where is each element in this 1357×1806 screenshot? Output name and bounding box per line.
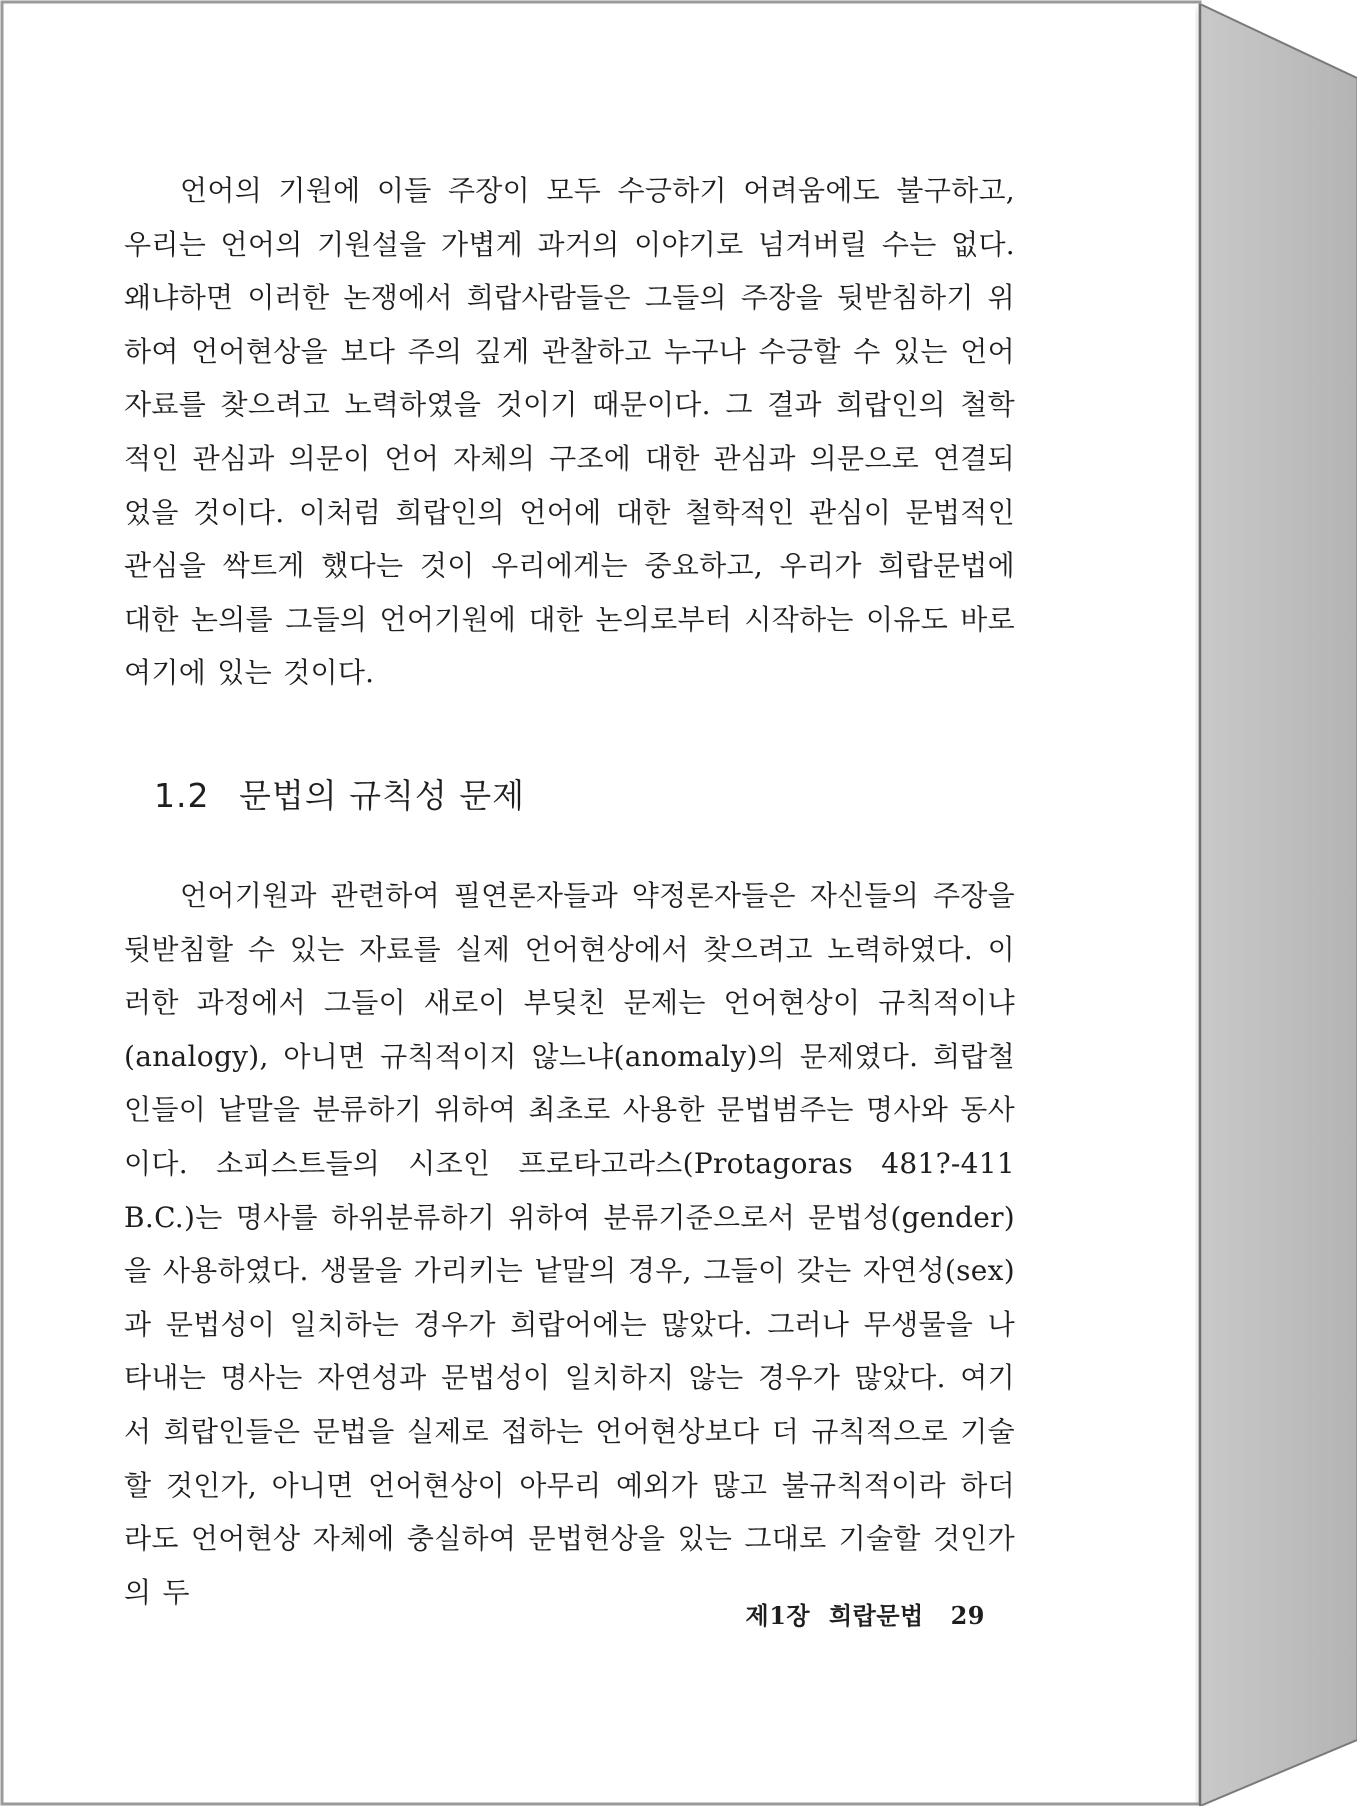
section-number: 1.2 bbox=[154, 776, 210, 815]
section-heading bbox=[154, 774, 525, 818]
page-number: 29 bbox=[950, 1601, 985, 1630]
body-text-top bbox=[124, 164, 1015, 700]
page-footer bbox=[746, 1600, 985, 1632]
footer-chapter: 제1장 bbox=[745, 1601, 811, 1630]
section-title: 문법의 규칙성 문제 bbox=[238, 776, 525, 815]
book-side bbox=[1200, 4, 1357, 1806]
footer-title: 희랍문법 bbox=[828, 1601, 924, 1630]
paragraph-2: 언어기원과 관련하여 필연론자들과 약정론자들은 자신들의 주장을 뒷받침할 수 있는 자료를 실제 언어현상에서 찾으려고 노력하였다. 이러한 과정에서 그들이 새로이 부딪친 문제는 언어현상이 규칙적이냐(analogy), 아니면 규칙적이지 않느냐(anomaly)의 문제였다. 희랍철인들이 낱말을 분류하기 위하여 최초로 사용한 문법범주는 명사와 동사이다. 소피스트들의 시조인 프로타고라스(Protagoras 481?-411 B.C.)는 명사를 하위분류하기 위하여 분류기준으로서 문법성(gender)을 사용하였다. 생물을 가리키는 낱말의 경우, 그들이 갖는 자연성(sex)과 문법성이 일치하는 경우가 희랍어에는 많았다. 그러나 무생물을 나타내는 명사는 자연성과 문법성이 일치하지 않는 경우가 많았다. 여기서 희랍인들은 문법을 실제로 접하는 언어현상보다 더 규칙적으로 기술할 것인가, 아니면 언어현상이 아무리 예외가 많고 불규칙적이라 하더라도 언어현상 자체에 충실하여 문법현상을 있는 그대로 기술할 것인가의 두 bbox=[124, 879, 1015, 1609]
body-text-bottom bbox=[124, 869, 1015, 1619]
paragraph-1: 언어의 기원에 이들 주장이 모두 수긍하기 어려움에도 불구하고, 우리는 언어의 기원설을 가볍게 과거의 이야기로 넘겨버릴 수는 없다. 왜냐하면 이러한 논쟁에서 희랍사람들은 그들의 주장을 뒷받침하기 위하여 언어현상을 보다 주의 깊게 관찰하고 누구나 수긍할 수 있는 언어자료를 찾으려고 노력하였을 것이기 때문이다. 그 결과 희랍인의 철학적인 관심과 의문이 언어 자체의 구조에 대한 관심과 의문으로 연결되었을 것이다. 이처럼 희랍인의 언어에 대한 철학적인 관심이 문법적인 관심을 싹트게 했다는 것이 우리에게는 중요하고, 우리가 희랍문법에 대한 논의를 그들의 언어기원에 대한 논의로부터 시작하는 이유도 바로 여기에 있는 것이다. bbox=[124, 174, 1015, 690]
